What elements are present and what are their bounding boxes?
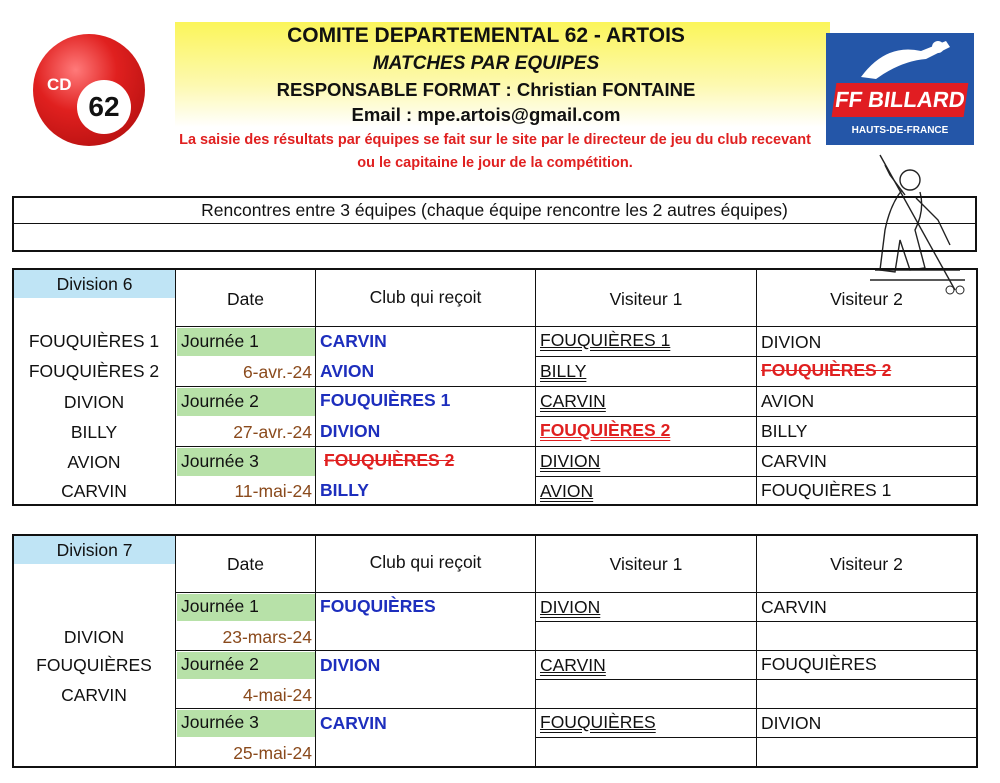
division7-visitor2: DIVION	[761, 713, 822, 733]
division7-host-header: Club qui reçoit	[369, 552, 482, 572]
division7-visitor1: DIVION	[540, 597, 601, 617]
division6-journee-label: Journée 1	[177, 328, 315, 356]
division6-visitor1: AVION	[540, 481, 594, 501]
division7-visitor2: CARVIN	[761, 597, 827, 617]
division7-team: CARVIN	[61, 685, 127, 705]
email-line: Email : mpe.artois@gmail.com	[351, 104, 621, 125]
division6-journee-date: 6-avr.-24	[242, 362, 312, 382]
division7-visitor2-header: Visiteur 2	[830, 554, 903, 574]
division6-team: FOUQUIÈRES 2	[28, 361, 160, 381]
division7-visitor1: FOUQUIÈRES	[540, 712, 656, 732]
division6-host: DIVION	[320, 421, 381, 441]
division7-host: DIVION	[320, 655, 381, 675]
division6-host: AVION	[320, 361, 375, 381]
division6-journee-label: Journée 3	[177, 448, 315, 476]
division6-visitor1: FOUQUIÈRES 1	[540, 330, 671, 350]
billiard-player-silhouette-icon	[826, 33, 974, 83]
division6-host: FOUQUIÈRES 1	[320, 390, 451, 410]
rencontres-box	[12, 196, 977, 252]
division6-visitor2: AVION	[761, 391, 815, 411]
division6-journee-label: Journée 2	[177, 388, 315, 416]
division6-visitor1: CARVIN	[540, 391, 606, 411]
page-title: COMITE DEPARTEMENTAL 62 - ARTOIS	[287, 24, 685, 47]
division7-journee-date: 4-mai-24	[242, 685, 312, 705]
division7-visitor1: CARVIN	[540, 655, 606, 675]
division7-team: FOUQUIÈRES	[36, 655, 152, 675]
division6-team: FOUQUIÈRES 1	[28, 331, 160, 351]
responsable-line: RESPONSABLE FORMAT : Christian FONTAINE	[276, 79, 696, 100]
division7-journee-label: Journée 2	[177, 652, 315, 679]
division7-host: FOUQUIÈRES	[320, 596, 436, 616]
division6-visitor1: DIVION	[540, 451, 601, 471]
cd62-logo	[33, 34, 145, 146]
division6-visitor1-header: Visiteur 1	[609, 289, 683, 309]
division7-date-header: Date	[227, 554, 264, 574]
division6-journee-date: 27-avr.-24	[233, 422, 312, 442]
division7-title: Division 7	[14, 536, 175, 564]
division6-visitor2-header: Visiteur 2	[830, 289, 903, 309]
division6-host-header: Club qui reçoit	[369, 287, 482, 307]
division6-visitor2-forfeit: FOUQUIÈRES 2	[761, 360, 892, 380]
division6-team: AVION	[67, 452, 121, 472]
division7-journee-date: 23-mars-24	[222, 627, 312, 647]
division6-visitor2: FOUQUIÈRES 1	[761, 480, 892, 500]
instructions-note-1: La saisie des résultats par équipes se fait sur le site par le directeur de jeu du club recevant	[179, 132, 811, 148]
division7-visitor1-header: Visiteur 1	[609, 554, 683, 574]
division6-journee-date: 11-mai-24	[234, 481, 312, 501]
instructions-note-2: ou le capitaine le jour de la compétition.	[357, 155, 633, 171]
division6-visitor2: CARVIN	[761, 451, 827, 471]
division7-journee-label: Journée 1	[177, 594, 315, 621]
cd62-prefix: CD	[47, 75, 72, 94]
division7-host: CARVIN	[320, 713, 387, 733]
division6-visitor2: BILLY	[761, 421, 808, 441]
division6-visitor2: DIVION	[761, 332, 822, 352]
division6-date-header: Date	[227, 289, 264, 309]
division6-team: DIVION	[63, 392, 125, 412]
division6-host: BILLY	[320, 480, 369, 500]
division6-host: CARVIN	[320, 331, 387, 351]
division6-title: Division 6	[14, 270, 175, 298]
division6-host-forfeit: FOUQUIÈRES 2	[324, 450, 455, 470]
ff-billard-name: FF BILLARD	[832, 83, 969, 117]
division7-journee-label: Journée 3	[177, 710, 315, 737]
division6-team: CARVIN	[61, 481, 127, 501]
division6-visitor1: BILLY	[540, 361, 587, 381]
rencontres-text: Rencontres entre 3 équipes (chaque équipe rencontre les 2 autres équipes)	[201, 200, 788, 220]
page-subtitle: MATCHES PAR EQUIPES	[372, 53, 600, 74]
rencontres-divider	[14, 223, 975, 224]
division7-team: DIVION	[63, 627, 125, 647]
division7-journee-date: 25-mai-24	[233, 743, 312, 763]
division6-team: BILLY	[70, 422, 118, 442]
division7-visitor2: FOUQUIÈRES	[761, 654, 877, 674]
cd62-number: 62	[77, 80, 131, 134]
ff-billard-logo	[826, 33, 974, 145]
division6-visitor1-forfeit: FOUQUIÈRES 2	[540, 420, 671, 440]
ff-billard-region: HAUTS-DE-FRANCE	[851, 125, 949, 136]
